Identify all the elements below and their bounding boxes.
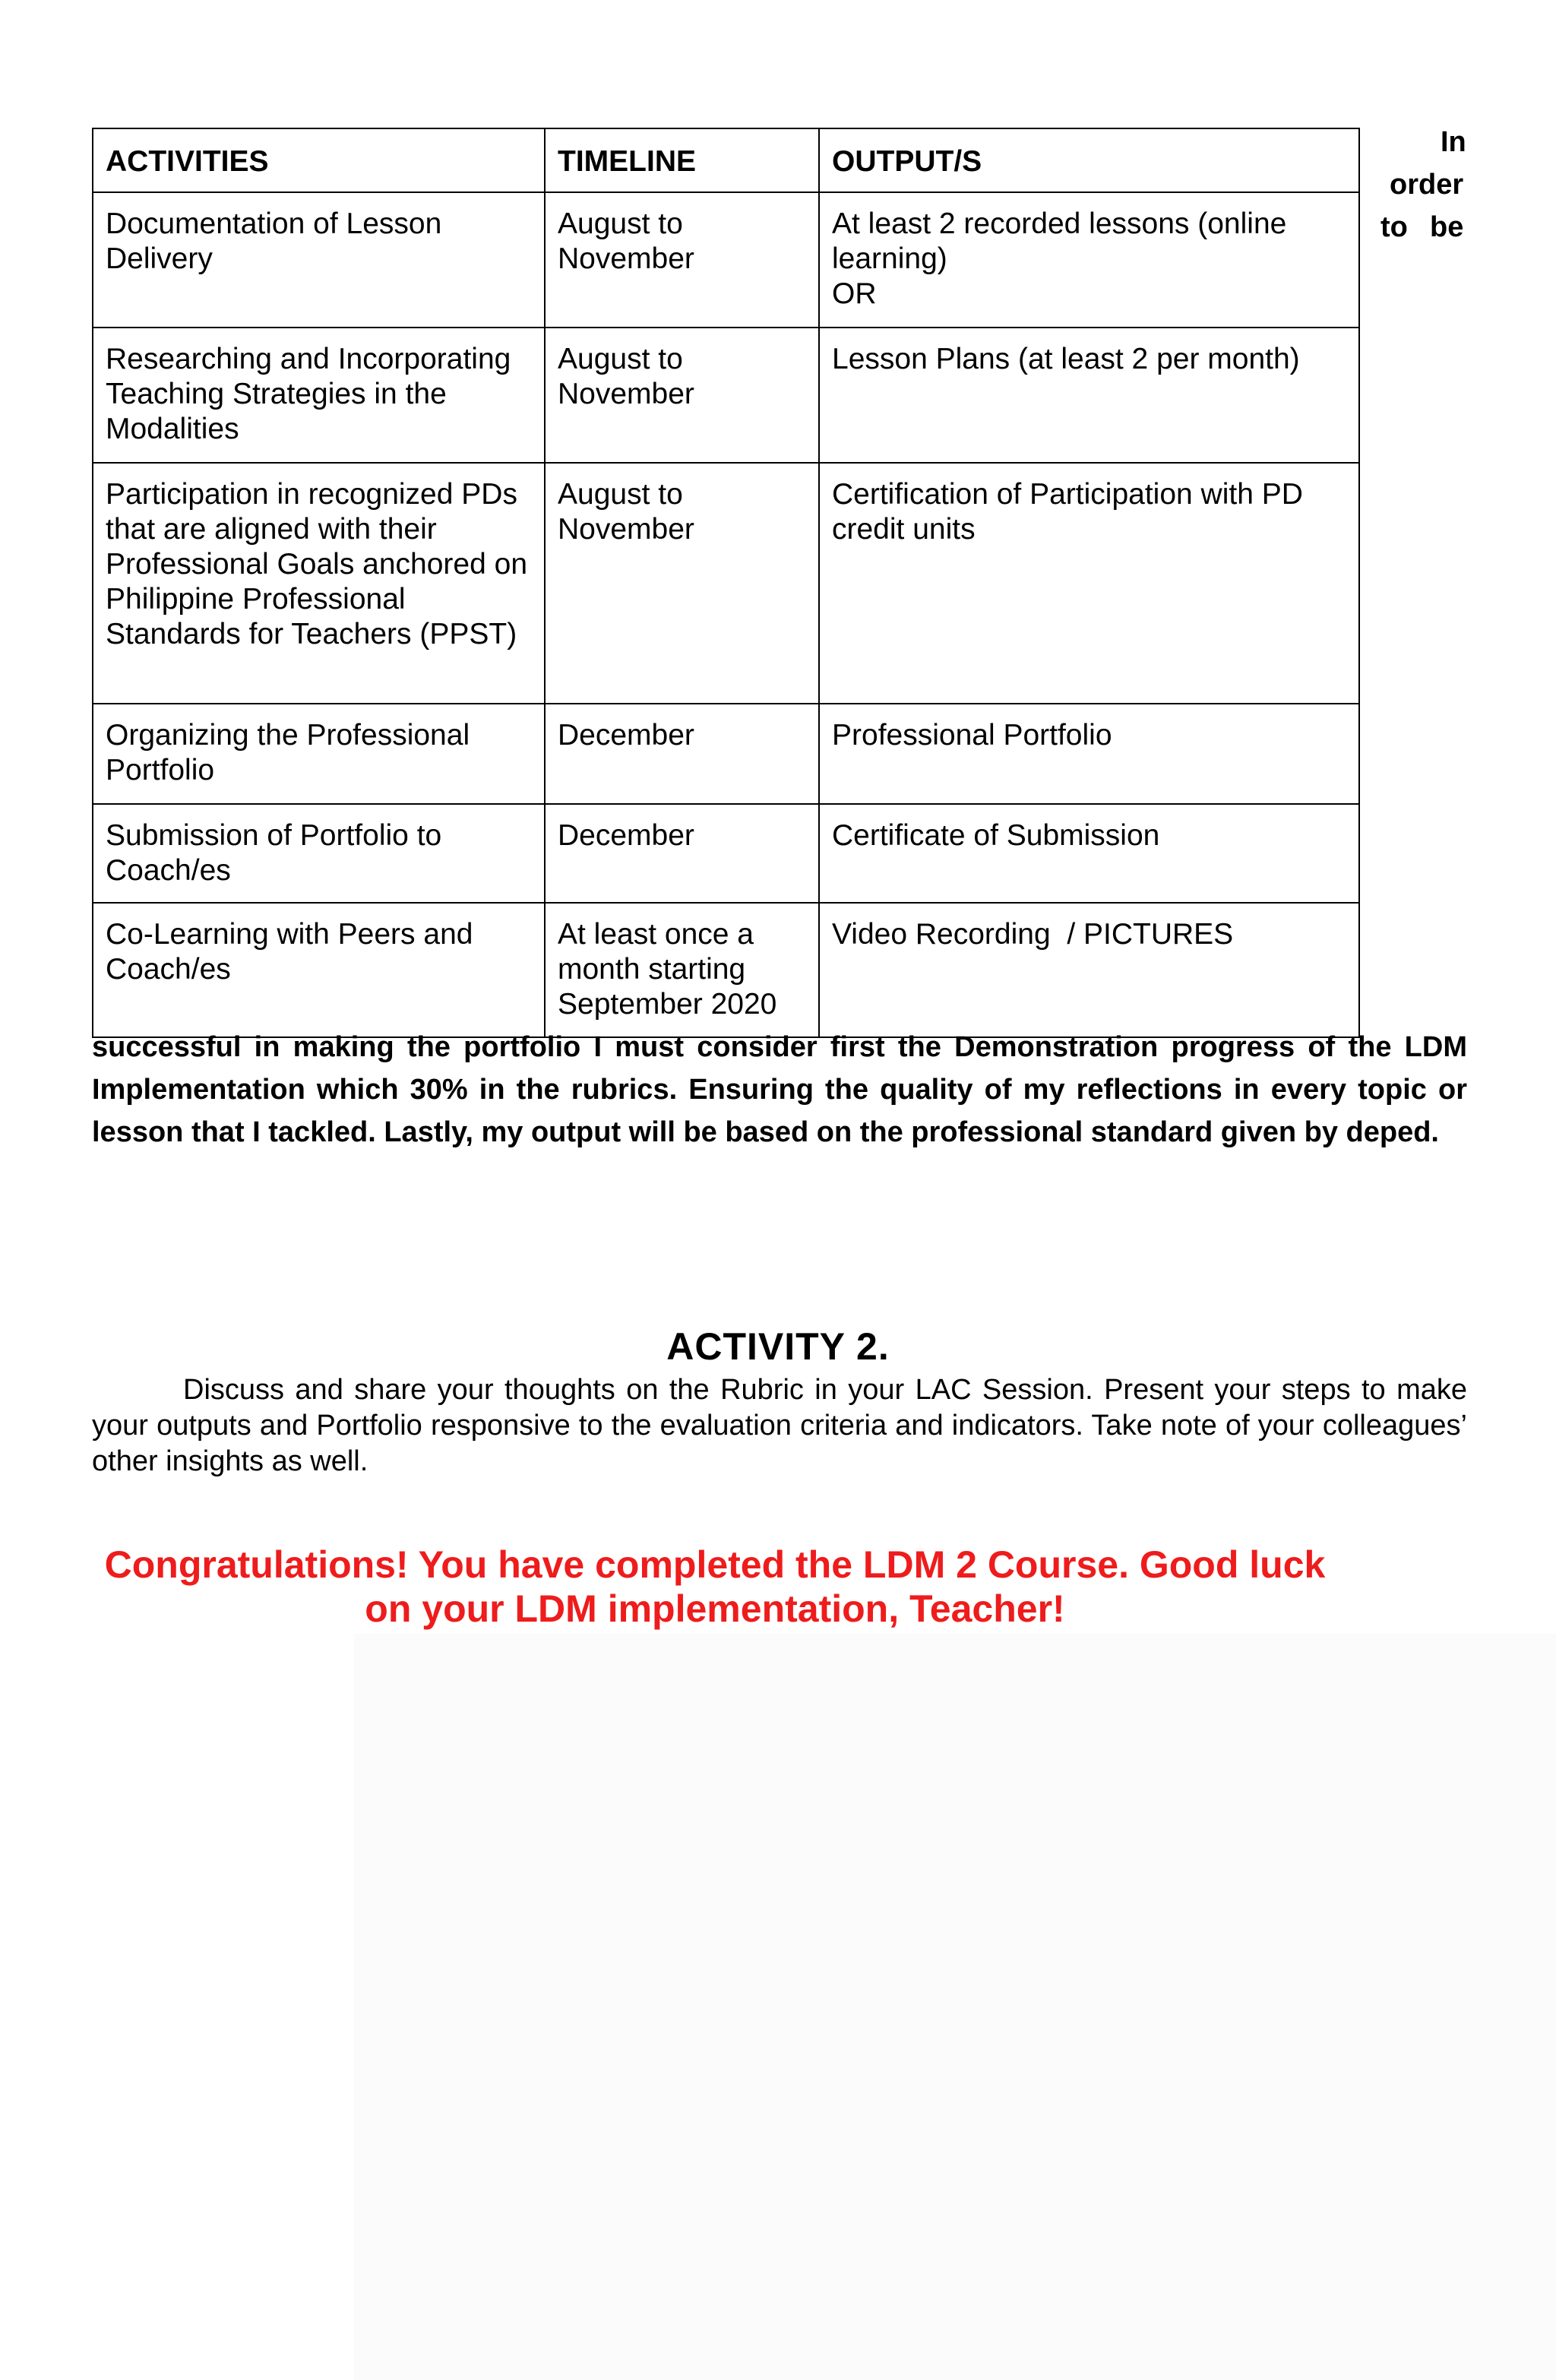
timeline-cell: December [545, 704, 819, 804]
table-row [93, 192, 1359, 328]
output-line: Certification of Participation with PD credit units [832, 478, 1303, 546]
output-cell [819, 903, 1359, 1037]
side-text-order: order [1390, 169, 1464, 201]
activity-cell: Submission of Portfolio to Coach/es [93, 804, 545, 903]
table-row [93, 328, 1359, 463]
timeline-cell: August to November [545, 192, 819, 328]
activity-2-instructions: Discuss and share your thoughts on the Rubric in your LAC Session. Present your steps to make your outputs and Portfolio responsive to the evaluation criteria and indicators. Take note of your colleagues’ other insights as well. [92, 1374, 1467, 1477]
output-line: OR [832, 277, 877, 310]
table-row [93, 804, 1359, 903]
output-line: At least 2 recorded lessons (online learning) [832, 207, 1287, 275]
activities-table [92, 128, 1360, 1038]
timeline-cell: At least once a month starting September 2020 [545, 903, 819, 1037]
header-activities: ACTIVITIES [93, 128, 545, 192]
timeline-cell: August to November [545, 328, 819, 463]
activity-cell: Researching and Incorporating Teaching Strategies in the Modalities [93, 328, 545, 463]
output-cell [819, 192, 1359, 328]
output-line: Video Recording / PICTURES [832, 918, 1234, 951]
activity-2-heading: ACTIVITY 2. [666, 1325, 890, 1368]
table-row [93, 704, 1359, 804]
congratulations-message: Congratulations! You have completed the LDM 2 Course. Good luck on your LDM implementation, Teacher! [104, 1543, 1326, 1630]
header-outputs: OUTPUT/S [819, 128, 1359, 192]
activity-cell: Organizing the Professional Portfolio [93, 704, 545, 804]
side-text-to: to [1380, 211, 1408, 243]
table-row [93, 903, 1359, 1037]
activity-cell: Participation in recognized PDs that are aligned with their Professional Goals anchored on Philippine Professional Standards for Teachers (PPST) [93, 463, 545, 704]
output-cell [819, 704, 1359, 804]
timeline-cell: December [545, 804, 819, 903]
page-shading [354, 1634, 1556, 2380]
activity-cell: Co-Learning with Peers and Coach/es [93, 903, 545, 1037]
side-text-in: In [1441, 126, 1466, 158]
timeline-cell: August to November [545, 463, 819, 704]
output-cell [819, 463, 1359, 704]
activity-cell: Documentation of Lesson Delivery [93, 192, 545, 328]
header-timeline: TIMELINE [545, 128, 819, 192]
output-cell [819, 804, 1359, 903]
output-line: Certificate of Submission [832, 819, 1160, 852]
table-row [93, 463, 1359, 704]
output-cell [819, 328, 1359, 463]
output-line: Lesson Plans (at least 2 per month) [832, 343, 1300, 375]
reflection-paragraph: successful in making the portfolio I must consider first the Demonstration progress of the LDM Implementation which 30% in the rubrics. Ensuring the quality of my reflections in every topic or lesson that I tackled. Lastly, my output will be based on the professional standard given by deped. [92, 1031, 1467, 1148]
output-line: Professional Portfolio [832, 719, 1112, 752]
side-text-be: be [1430, 211, 1464, 243]
table-header-row [93, 128, 1359, 192]
